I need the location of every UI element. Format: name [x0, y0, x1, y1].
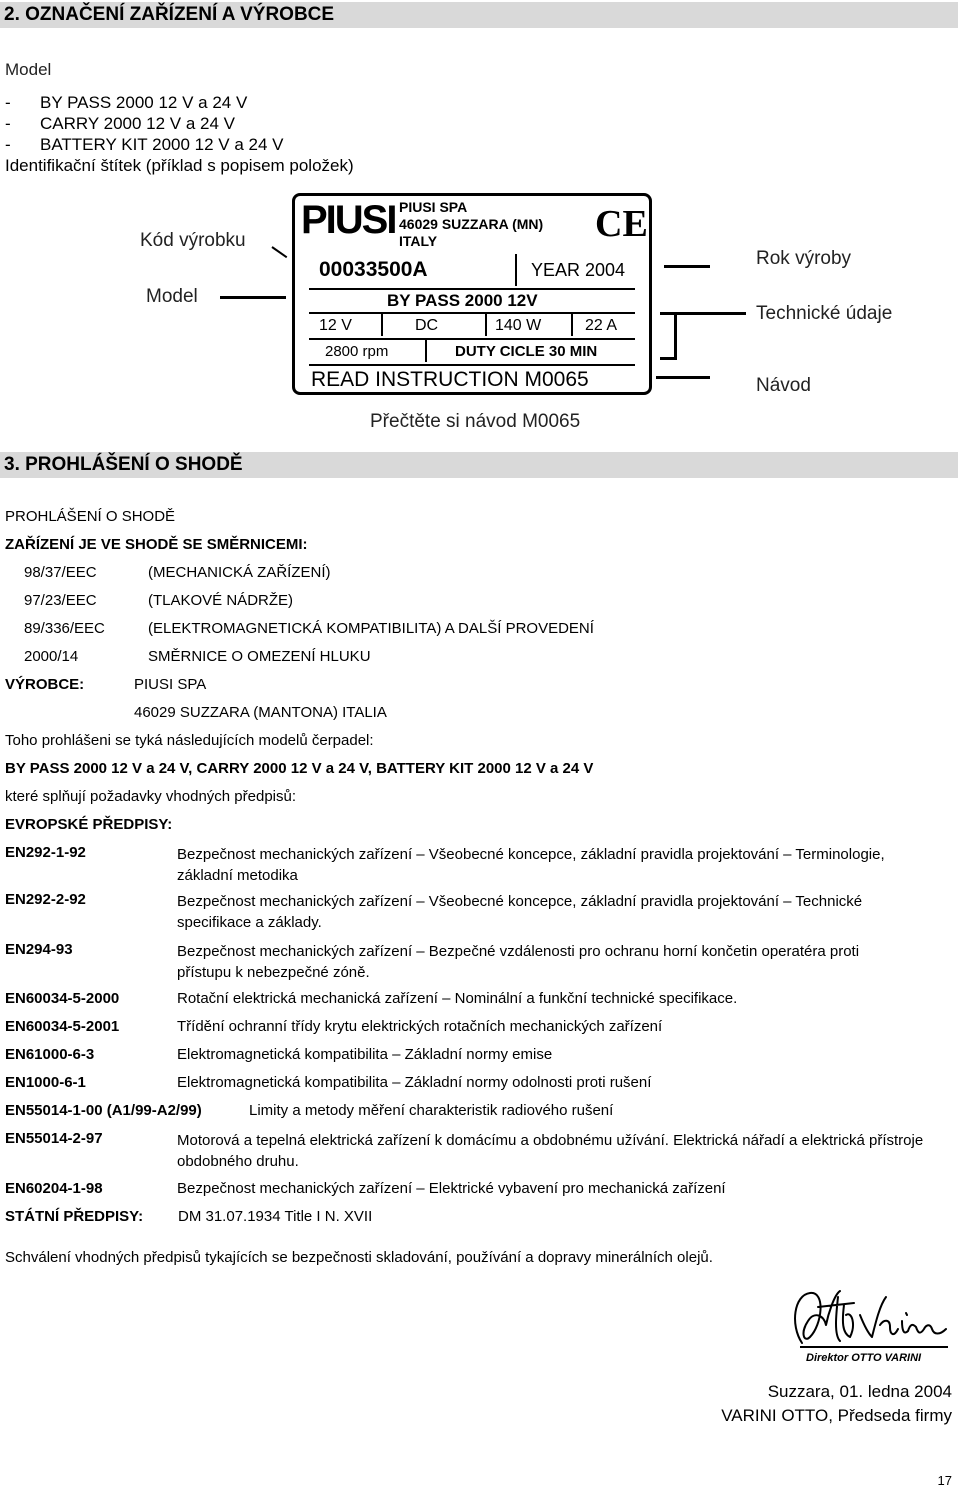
standard-code: EN60034-5-2001	[5, 1018, 120, 1035]
list-dash: -	[5, 135, 11, 154]
leader-line	[664, 265, 710, 268]
label-model: Model	[146, 286, 198, 307]
leader-line	[656, 376, 710, 379]
standard-code: EN60034-5-2000	[5, 990, 120, 1007]
standard-code: EN1000-6-1	[5, 1074, 86, 1091]
label-product-code: Kód výrobku	[140, 230, 246, 251]
standard-desc: Bezpečnost mechanických zařízení – Všeobecné koncepce, základní pravidla projektování – Technické specifikace a základy.	[177, 893, 863, 931]
plate-divider	[309, 364, 635, 366]
directive-code: 2000/14	[24, 648, 79, 665]
standard-code: EN292-1-92	[5, 844, 86, 861]
leader-line	[220, 296, 286, 299]
plate-rpm: 2800 rpm	[325, 343, 389, 360]
standard-code: EN55014-1-00 (A1/99-A2/99)	[5, 1102, 202, 1119]
list-item: CARRY 2000 12 V a 24 V	[40, 114, 236, 133]
plate-divider	[571, 314, 573, 336]
plate-divider	[309, 288, 635, 290]
requirements-text: které splňují požadavky vhodných předpisů:	[5, 788, 297, 805]
standard-code: EN60204-1-98	[5, 1180, 103, 1197]
approval-text: Schválení vhodných předpisů tykajících se bezpečnosti skladování, používání a dopravy minerálních olejů.	[5, 1249, 713, 1266]
directive-code: 98/37/EEC	[24, 564, 97, 581]
list-dash: -	[5, 114, 11, 133]
list-item: BY PASS 2000 12 V a 24 V	[40, 93, 248, 112]
standard-desc: Elektromagnetická kompatibilita – Základní normy emise	[177, 1046, 553, 1063]
standard-code: EN292-2-92	[5, 891, 86, 908]
plate-power: 140 W	[495, 317, 542, 334]
manufacturer-label: VÝROBCE:	[5, 676, 85, 693]
directive-desc: (ELEKTROMAGNETICKÁ KOMPATIBILITA) A DALŠÍ PROVEDENÍ	[148, 620, 594, 637]
plate-model: BY PASS 2000 12V	[387, 291, 538, 310]
standard-desc: Bezpečnost mechanických zařízení – Bezpečné vzdálenosti pro ochranu horní končetin operatéra proti přístupu k nebezpečné zóně.	[177, 943, 860, 981]
label-read-manual: Přečtěte si návod M0065	[370, 411, 581, 432]
plate-caption: Identifikační štítek (příklad s popisem položek)	[5, 156, 354, 175]
bracket-line	[660, 357, 676, 360]
eu-regulations-label: EVROPSKÉ PŘEDPISY:	[5, 816, 173, 833]
standard-desc: Bezpečnost mechanických zařízení – Elektrické vybavení pro mechanická zařízení	[177, 1180, 726, 1197]
plate-instruction: READ INSTRUCTION M0065	[311, 368, 589, 391]
leader-line	[676, 312, 746, 315]
leader-line	[271, 246, 287, 258]
standard-code: EN61000-6-3	[5, 1046, 95, 1063]
directive-desc: (TLAKOVÉ NÁDRŽE)	[148, 592, 294, 609]
bracket-line	[674, 312, 677, 360]
plate-code: 00033500A	[319, 258, 428, 281]
signatory: VARINI OTTO, Předseda firmy	[721, 1406, 952, 1425]
plate-divider	[309, 312, 635, 314]
model-label: Model	[5, 60, 52, 79]
standard-desc: Třídění ochranní třídy krytu elektrických rotačních mechanických zařízení	[177, 1018, 663, 1035]
directive-code: 89/336/EEC	[24, 620, 105, 637]
standard-code: EN55014-2-97	[5, 1130, 103, 1147]
plate-divider	[515, 254, 517, 286]
standard-code: EN294-93	[5, 941, 73, 958]
list-item: BATTERY KIT 2000 12 V a 24 V	[40, 135, 284, 154]
directive-desc: SMĚRNICE O OMEZENÍ HLUKU	[148, 648, 371, 665]
standard-desc: Bezpečnost mechanických zařízení – Všeobecné koncepce, základní pravidla projektování – Terminologie, základní metodika	[177, 846, 885, 884]
plate-address: 46029 SUZZARA (MN)	[399, 216, 544, 232]
plate-voltage: 12 V	[319, 317, 352, 334]
page-number: 17	[937, 1473, 952, 1488]
standard-desc: Elektromagnetická kompatibilita – Základní normy odolnosti proti rušení	[177, 1074, 652, 1091]
standard-desc: Limity a metody měření charakteristik radiového rušení	[249, 1102, 614, 1119]
plate-amperage: 22 A	[585, 317, 618, 334]
plate-divider	[485, 314, 487, 336]
list-dash: -	[5, 93, 11, 112]
plate-year: YEAR 2004	[531, 260, 626, 280]
directive-code: 97/23/EEC	[24, 592, 97, 609]
place-date: Suzzara, 01. ledna 2004	[767, 1382, 952, 1401]
section-2-heading: 2. OZNAČENÍ ZAŘÍZENÍ A VÝROBCE	[0, 2, 958, 28]
conformity-statement: ZAŘÍZENÍ JE VE SHODĚ SE SMĚRNICEMI:	[5, 536, 308, 553]
signature-caption: Direktor OTTO VARINI	[806, 1352, 922, 1364]
state-regulations-value: DM 31.07.1934 Title I N. XVII	[178, 1208, 373, 1225]
label-manual: Návod	[756, 375, 811, 396]
manufacturer-name: PIUSI SPA	[134, 676, 207, 693]
plate-duty: DUTY CICLE 30 MIN	[455, 343, 598, 360]
plate-divider	[381, 314, 383, 336]
standard-desc: Motorová a tepelná elektrická zařízení k domácímu a obdobnému užívání. Elektrická nářadí a elektrická přístroje obdobného druhu.	[177, 1132, 924, 1170]
manufacturer-address: 46029 SUZZARA (MANTONA) ITALIA	[134, 704, 387, 721]
label-tech: Technické údaje	[756, 303, 893, 324]
state-regulations-label: STÁTNÍ PŘEDPISY:	[5, 1208, 144, 1225]
applies-text: Toho prohlášeni se tyká následujících modelů čerpadel:	[5, 732, 374, 749]
label-year: Rok výroby	[756, 248, 852, 269]
models-line: BY PASS 2000 12 V a 24 V, CARRY 2000 12 V a 24 V, BATTERY KIT 2000 12 V a 24 V	[5, 760, 594, 777]
bracket-line	[660, 312, 676, 315]
ce-mark: CE	[595, 203, 648, 245]
plate-divider	[309, 338, 635, 340]
identification-plate	[292, 193, 652, 395]
plate-company: PIUSI SPA	[399, 199, 468, 215]
piusi-logo: PIUSI	[301, 198, 396, 242]
plate-current-type: DC	[415, 317, 439, 334]
directive-desc: (MECHANICKÁ ZAŘÍZENÍ)	[148, 564, 331, 581]
standard-desc: Rotační elektrická mechanická zařízení – Nominální a funkční technické specifikace.	[177, 990, 738, 1007]
signature-image	[780, 1285, 955, 1357]
plate-divider	[425, 340, 427, 362]
plate-country: ITALY	[399, 233, 438, 249]
section-3-heading: 3. PROHLÁŠENÍ O SHODĚ	[0, 452, 958, 478]
declaration-title: PROHLÁŠENÍ O SHODĚ	[5, 508, 176, 525]
